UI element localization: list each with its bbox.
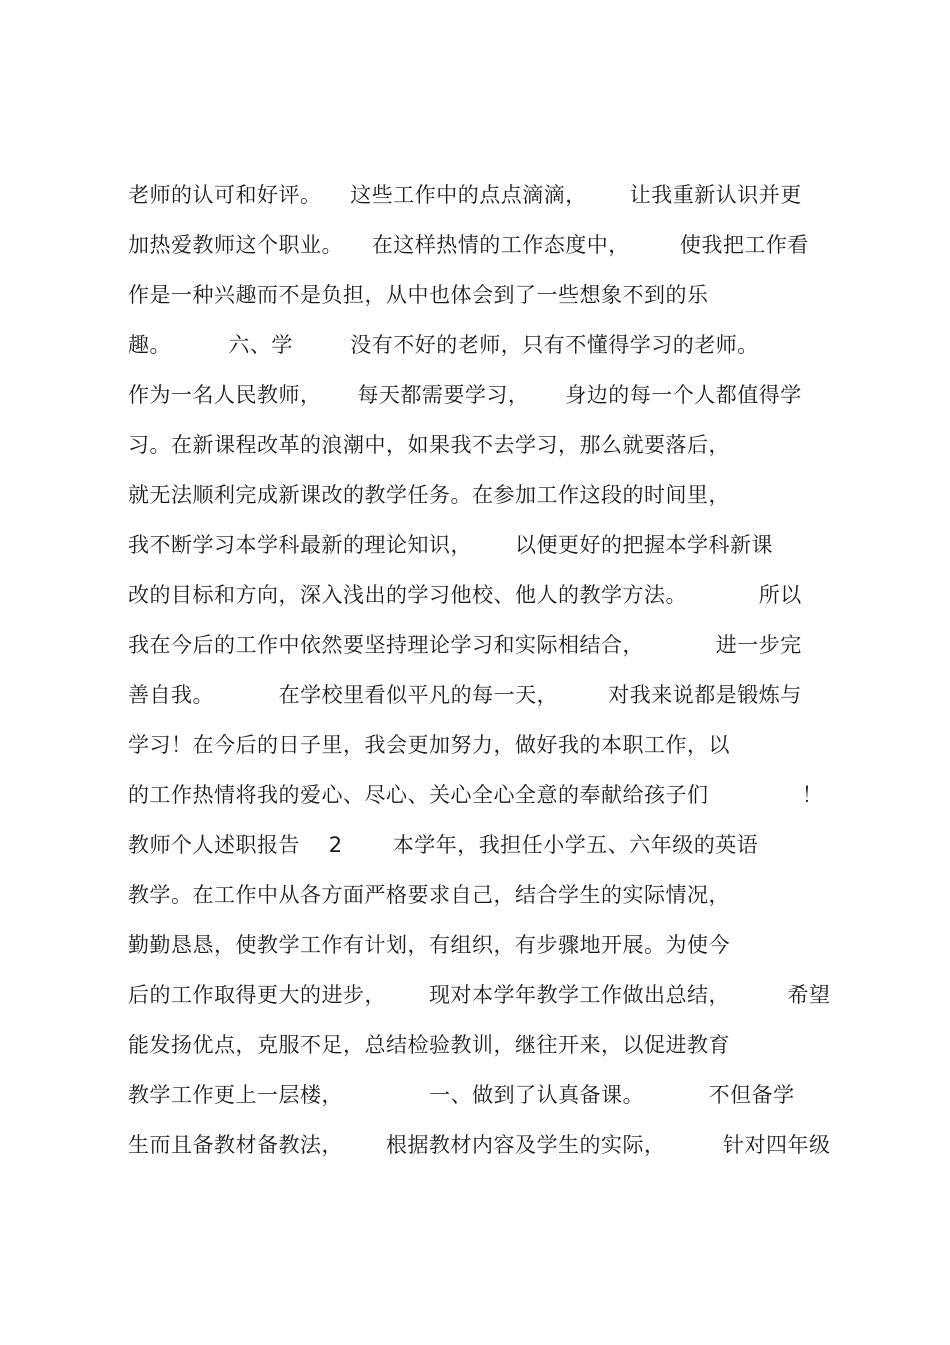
text-line: 教学工作更上一层楼， 一、做到了认真备课。 不但备学 xyxy=(128,1083,795,1107)
text-line: 改的目标和方向，深入浅出的学习他校、他人的教学方法。 所以 xyxy=(128,583,802,607)
text-line: 勤勤恳恳，使教学工作有计划，有组织，有步骤地开展。为使今 xyxy=(128,933,730,957)
text-line: 善自我。 在学校里看似平凡的每一天， 对我来说都是锻炼与 xyxy=(128,683,802,707)
text-line: 习。在新课程改革的浪潮中，如果我不去学习，那么就要落后， xyxy=(128,433,730,457)
text-line: 作为一名人民教师， 每天都需要学习， 身边的每一个人都值得学 xyxy=(128,383,802,407)
text-line: 的工作热情将我的爱心、尽心、关心全心全意的奉献给孩子们 ！ xyxy=(128,783,824,807)
text-line: 老师的认可和好评。 这些工作中的点点滴滴， 让我重新认识并更 xyxy=(128,183,802,207)
text-line: 生而且备教材备教法， 根据教材内容及学生的实际， 针对四年级 xyxy=(128,1133,831,1157)
text-line: 我在今后的工作中依然要坚持理论学习和实际相结合， 进一步完 xyxy=(128,633,802,657)
text-line: 加热爱教师这个职业。 在这样热情的工作态度中， 使我把工作看 xyxy=(128,233,809,257)
text-line: 作是一种兴趣而不是负担，从中也体会到了一些想象不到的乐 xyxy=(128,283,709,307)
text-line: 能发扬优点，克服不足，总结检验教训，继往开来，以促进教育 xyxy=(128,1033,730,1057)
text-line: 学习！在今后的日子里，我会更加努力，做好我的本职工作，以 xyxy=(128,733,730,757)
text-line: 趣。 六、学 没有不好的老师，只有不懂得学习的老师。 xyxy=(128,333,759,357)
text-line: 我不断学习本学科最新的理论知识， 以便更好的把握本学科新课 xyxy=(128,533,774,557)
section-heading-line: 教师个人述职报告 2 本学年，我担任小学五、六年级的英语 xyxy=(128,833,759,857)
text-line: 就无法顺利完成新课改的教学任务。在参加工作这段的时间里， xyxy=(128,483,730,507)
text-line: 后的工作取得更大的进步， 现对本学年教学工作做出总结， 希望 xyxy=(128,983,831,1007)
text-line: 教学。在工作中从各方面严格要求自己，结合学生的实际情况， xyxy=(128,883,730,907)
